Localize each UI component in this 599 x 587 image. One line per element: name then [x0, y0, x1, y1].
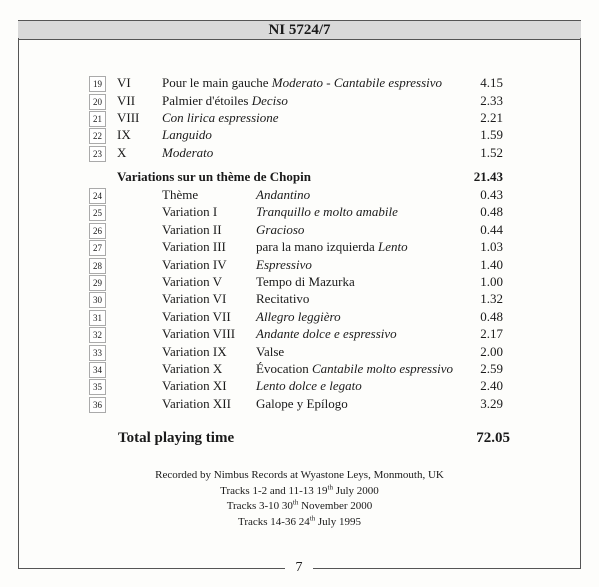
- track-number: 35: [89, 379, 106, 395]
- variation-name: Variation III: [162, 239, 226, 255]
- page-number: 7: [295, 560, 303, 575]
- track-duration: 2.00: [480, 343, 503, 359]
- track-number: 19: [89, 76, 106, 92]
- track-number: 33: [89, 345, 106, 361]
- track-duration: 1.32: [480, 291, 503, 307]
- movement-tempo: Con lirica espressione: [162, 110, 279, 125]
- movement-numeral: X: [117, 145, 127, 160]
- track-number: 29: [89, 275, 106, 291]
- variation-name: Variation IV: [162, 256, 227, 272]
- session-line-2: Tracks 3-10 30th November 2000: [226, 498, 373, 512]
- frame-bottom-rule-left: [18, 568, 285, 569]
- variation-tempo: Tranquillo e molto amabile: [256, 204, 398, 220]
- total-playing-time-label: Total playing time: [118, 430, 235, 446]
- variation-name: Variation IX: [162, 343, 227, 359]
- track-duration: 3.29: [480, 395, 503, 411]
- frame-bottom-rule-right: [313, 568, 581, 569]
- variation-name: Thème: [162, 187, 199, 202]
- track-duration: 1.03: [480, 239, 503, 255]
- variation-tempo: Andantino: [256, 187, 311, 202]
- track-duration: 2.17: [480, 326, 503, 342]
- recorded-at: Recorded by Nimbus Records at Wyastone Leys, Monmouth, UK: [155, 469, 444, 481]
- track-duration: 4.15: [480, 75, 503, 90]
- track-number: 26: [89, 223, 106, 239]
- session-line-1: Tracks 1-2 and 11-13 19th July 2000: [220, 482, 379, 497]
- track-duration: 2.21: [480, 110, 503, 125]
- variation-name: Variation VII: [162, 308, 231, 324]
- track-number: 30: [89, 292, 106, 308]
- movement-tempo: Moderato: [162, 145, 214, 160]
- movement-numeral: IX: [117, 127, 131, 142]
- movement-title: Palmier d'étoiles: [162, 93, 249, 108]
- track-duration: 2.59: [480, 361, 503, 376]
- variation-name: Variation X: [162, 361, 223, 376]
- variation-title: Évocation: [256, 361, 309, 376]
- track-number: 31: [89, 310, 106, 326]
- variation-title: para la mano izquierda: [256, 239, 375, 255]
- track-duration: 1.59: [480, 127, 503, 142]
- variation-name: Variation V: [162, 274, 223, 289]
- total-playing-time-value: 72.05: [476, 430, 510, 446]
- track-duration: 2.40: [480, 378, 503, 394]
- catalog-number: NI 5724/7: [268, 22, 331, 38]
- variation-title: Valse: [256, 343, 285, 359]
- variation-name: Variation VI: [162, 291, 227, 307]
- movement-tempo: Moderato - Cantabile espressivo: [271, 75, 443, 90]
- variation-name: Variation XII: [162, 395, 231, 411]
- track-duration: 1.52: [480, 145, 503, 160]
- track-number: 22: [89, 128, 106, 144]
- variation-name: Variation XI: [162, 378, 227, 394]
- variation-title: Recitativo: [256, 291, 310, 307]
- variation-tempo: Allegro leggièro: [256, 308, 341, 324]
- track-number: 21: [89, 111, 106, 127]
- track-number: 24: [89, 188, 106, 204]
- movement-numeral: VI: [117, 75, 131, 90]
- variation-tempo: Andante dolce e espressivo: [256, 326, 397, 342]
- catalog-header: [18, 20, 581, 40]
- variation-title: Galope y Epílogo: [256, 395, 348, 411]
- variation-tempo: Espressivo: [256, 256, 312, 272]
- variation-name: Variation I: [162, 204, 218, 220]
- track-number: 25: [89, 205, 106, 221]
- movement-numeral: VIII: [117, 110, 140, 125]
- track-duration: 1.40: [480, 256, 503, 272]
- track-number: 20: [89, 94, 106, 110]
- track-duration: 1.00: [480, 274, 503, 289]
- track-duration: 0.44: [480, 221, 503, 237]
- movement-tempo: Languido: [162, 127, 212, 142]
- track-duration: 0.48: [480, 308, 503, 324]
- track-number: 36: [89, 397, 106, 413]
- variation-tempo: Gracioso: [256, 221, 305, 237]
- track-number: 23: [89, 146, 106, 162]
- track-duration: 2.33: [480, 93, 503, 108]
- track-duration: 0.48: [480, 204, 503, 220]
- session-line-3: Tracks 14-36 24th July 1995: [237, 513, 361, 528]
- variation-tempo: Lento: [378, 239, 408, 255]
- recording-credits: [0, 468, 599, 530]
- track-number: 34: [89, 362, 106, 378]
- section-duration: 21.43: [473, 169, 503, 184]
- variation-tempo: Cantabile molto espressivo: [311, 361, 454, 376]
- movement-numeral: VII: [117, 93, 136, 108]
- track-number: 28: [89, 258, 106, 274]
- variation-tempo: Lento dolce e legato: [256, 378, 362, 394]
- track-duration: 0.43: [480, 187, 503, 202]
- variation-name: Variation II: [162, 221, 222, 237]
- track-number: 27: [89, 240, 106, 256]
- variation-name: Variation VIII: [162, 326, 236, 342]
- movement-tempo: Deciso: [251, 93, 288, 108]
- track-number: 32: [89, 327, 106, 343]
- variation-title: Tempo di Mazurka: [256, 274, 355, 289]
- section-title: Variations sur un thème de Chopin: [117, 169, 311, 184]
- movement-title: Pour le main gauche: [162, 75, 269, 90]
